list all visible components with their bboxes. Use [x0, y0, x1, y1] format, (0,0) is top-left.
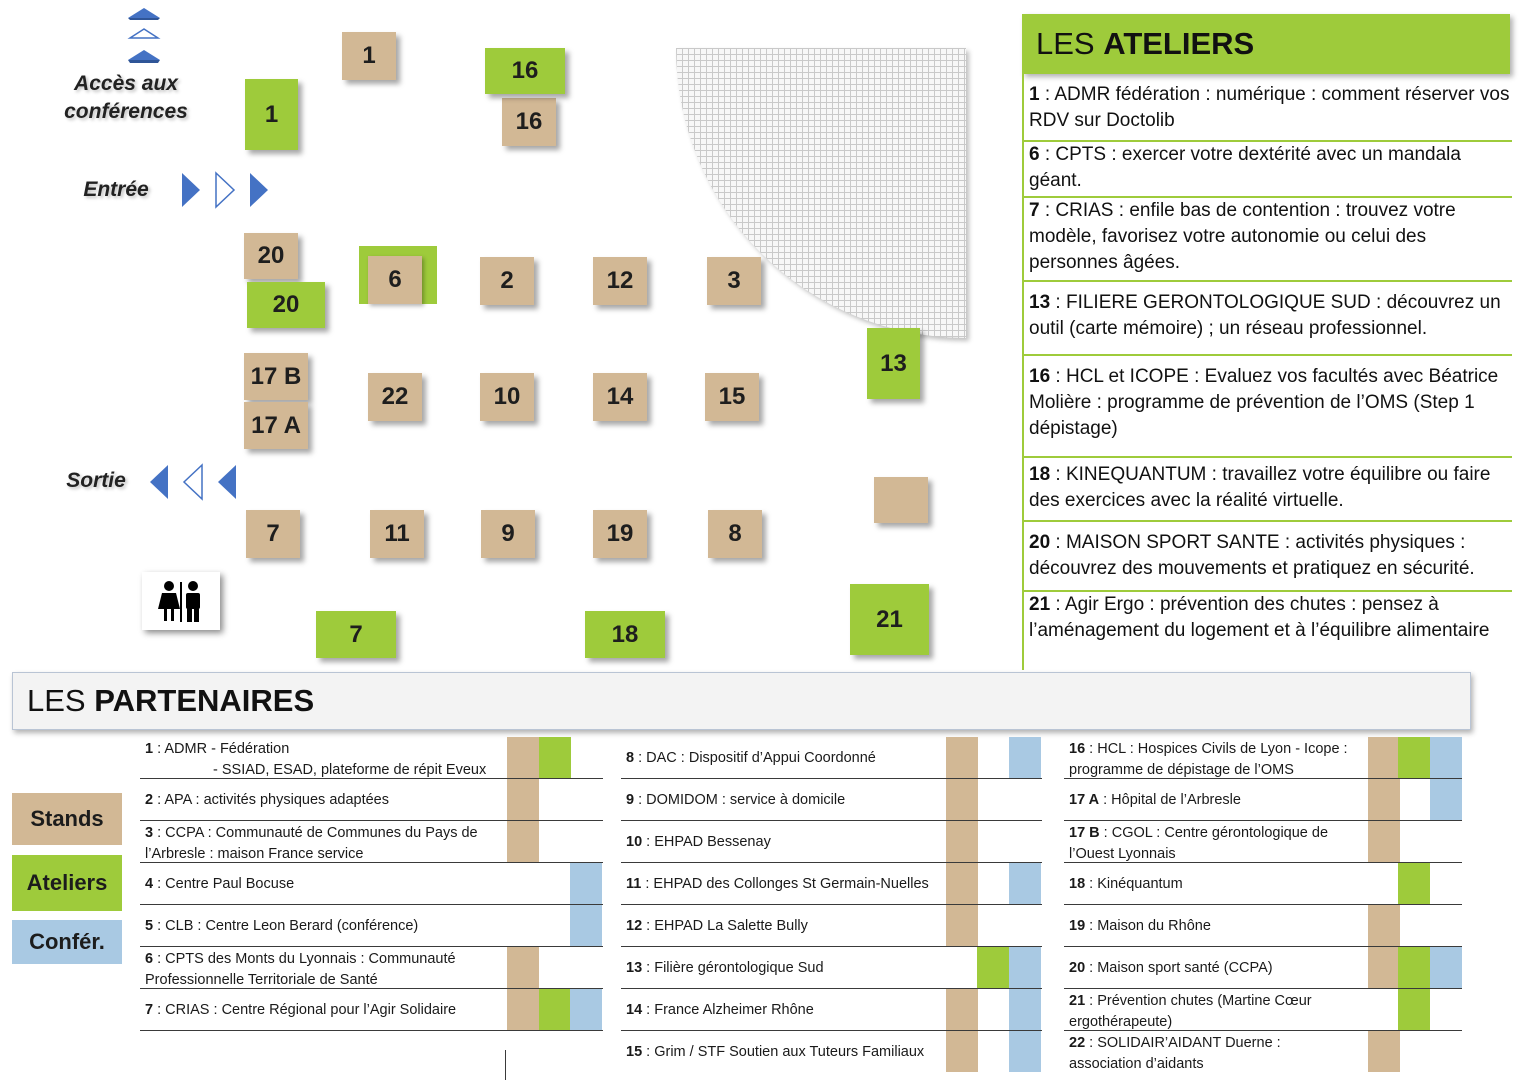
atelier-item — [1024, 198, 1512, 282]
partner-line1: : Prévention chutes (Martine Cœur — [1085, 993, 1312, 1009]
atelier-1[interactable]: 1 — [245, 79, 298, 150]
stand-marker — [507, 821, 539, 862]
atelier-marker — [1398, 947, 1430, 988]
atelier-marker — [539, 989, 571, 1030]
partner-num: 17 B — [1069, 825, 1100, 841]
partner-text — [145, 949, 456, 991]
partner-text — [1069, 739, 1348, 781]
entry-arrows-icon — [178, 170, 272, 210]
stand-6[interactable]: 6 — [368, 256, 422, 304]
partenaires-header — [12, 672, 1471, 730]
partner-text — [145, 823, 478, 865]
entree-label: Entrée — [83, 178, 149, 201]
atelier-18[interactable]: 18 — [585, 611, 665, 658]
partner-text — [626, 790, 845, 811]
partner-text — [1069, 991, 1312, 1033]
partner-row — [1064, 947, 1462, 989]
stand-15[interactable]: 15 — [705, 373, 759, 421]
partner-text — [145, 916, 418, 937]
conference-marker — [1009, 1031, 1041, 1072]
partner-row — [621, 947, 1042, 989]
partner-line1: : Maison du Rhône — [1085, 918, 1211, 934]
ateliers-header — [1022, 14, 1510, 74]
stand-marker — [507, 989, 539, 1030]
partner-num: 10 — [626, 834, 643, 850]
partner-text — [626, 958, 824, 979]
partner-row — [621, 1031, 1042, 1073]
conference-marker — [570, 905, 602, 946]
stand-marker — [1368, 737, 1400, 778]
stand-3[interactable]: 3 — [707, 257, 761, 305]
partner-num: 6 — [145, 951, 154, 967]
partner-text — [1069, 790, 1241, 811]
partner-line1: : Grim / STF Soutien aux Tuteurs Familiaux — [642, 1044, 925, 1060]
atelier-item-num: 1 — [1029, 84, 1040, 105]
partner-num: 2 — [145, 792, 154, 808]
partner-num: 1 — [145, 741, 154, 757]
stand-17a[interactable]: 17 A — [244, 402, 308, 449]
conference-marker — [570, 863, 602, 904]
stand-1[interactable]: 1 — [342, 32, 396, 80]
atelier-item — [1024, 592, 1512, 670]
stand-marker — [946, 905, 978, 946]
atelier-marker — [1398, 737, 1430, 778]
stand-marker — [946, 779, 978, 820]
atelier-item-num: 20 — [1029, 532, 1051, 553]
toilets-icon — [142, 572, 220, 630]
atelier-item-num: 6 — [1029, 144, 1040, 165]
conference-marker — [1430, 737, 1462, 778]
partner-row — [140, 863, 603, 905]
stand-11[interactable]: 11 — [370, 510, 424, 558]
partner-line1: : HCL : Hospices Civils de Lyon - Icope : — [1085, 741, 1348, 757]
partner-line1: : EHPAD La Salette Bully — [642, 918, 808, 934]
stand-7[interactable]: 7 — [246, 510, 300, 558]
partner-line2: Professionnelle Territoriale de Santé — [145, 972, 378, 988]
partner-line2: ergothérapeute) — [1069, 1014, 1173, 1030]
partner-row — [1064, 863, 1462, 905]
stand-marker — [946, 821, 978, 862]
stand-2[interactable]: 2 — [480, 257, 534, 305]
partner-line1: : CCPA : Communauté de Communes du Pays de — [153, 825, 478, 841]
atelier-marker — [1398, 989, 1430, 1030]
atelier-item — [1024, 458, 1512, 522]
partenaires-title-light: LES — [27, 683, 86, 718]
stand-9[interactable]: 9 — [481, 510, 535, 558]
atelier-item-text: : ADMR fédération : numérique : comment réserver vos RDV sur Doctolib — [1029, 84, 1510, 131]
partner-num: 12 — [626, 918, 643, 934]
partner-row — [621, 989, 1042, 1031]
partner-num: 14 — [626, 1002, 643, 1018]
partner-row — [140, 905, 603, 947]
partner-line1: : Hôpital de l’Arbresle — [1099, 792, 1241, 808]
atelier-item-num: 21 — [1029, 594, 1051, 615]
partner-row — [140, 737, 603, 779]
atelier-13[interactable]: 13 — [867, 328, 920, 399]
atelier-item-text: : CRIAS : enfile bas de contention : trouvez votre modèle, favorisez votre autonomie ou celui des personnes âgées. — [1029, 200, 1456, 273]
partner-text — [145, 739, 486, 781]
partner-line1: : CGOL : Centre gérontologique de — [1099, 825, 1329, 841]
stand-8[interactable]: 8 — [708, 510, 762, 558]
atelier-marker — [539, 737, 571, 778]
partner-num: 15 — [626, 1044, 643, 1060]
atelier-21[interactable]: 21 — [850, 584, 929, 655]
partner-text — [145, 874, 294, 895]
partner-num: 19 — [1069, 918, 1086, 934]
partner-num: 16 — [1069, 741, 1086, 757]
atelier-item — [1024, 142, 1512, 198]
partner-row — [1064, 779, 1462, 821]
atelier-item-text: : FILIERE GERONTOLOGIQUE SUD : découvrez un outil (carte mémoire) ; un réseau professionnel. — [1029, 292, 1501, 339]
conference-marker — [570, 989, 602, 1030]
conference-marker — [1430, 947, 1462, 988]
partner-line2: l’Arbresle : maison France service — [145, 846, 364, 862]
partner-text — [626, 1042, 924, 1063]
atelier-item — [1024, 356, 1512, 458]
stand-marker — [1368, 905, 1400, 946]
partner-row — [140, 821, 603, 863]
atelier-20[interactable]: 20 — [247, 282, 325, 328]
partner-text — [626, 916, 808, 937]
stand-16[interactable]: 16 — [502, 98, 556, 146]
conferences-access-label: Accès aux conférences — [64, 72, 188, 123]
partner-num: 13 — [626, 960, 643, 976]
sortie-label: Sortie — [66, 469, 126, 492]
partner-line2: - SSIAD, ESAD, plateforme de répit Eveux — [213, 762, 487, 778]
partner-line1: : CRIAS : Centre Régional pour l’Agir Solidaire — [153, 1002, 457, 1018]
stand-22[interactable]: 22 — [368, 373, 422, 421]
partner-num: 17 A — [1069, 792, 1100, 808]
atelier-item-text: : HCL et ICOPE : Evaluez vos facultés avec Béatrice Molière : programme de prévention de l’OMS (Step 1 dépistage) — [1029, 366, 1499, 439]
partner-text — [626, 1000, 814, 1021]
atelier-item-num: 7 — [1029, 200, 1040, 221]
stand-marker — [1368, 947, 1400, 988]
partner-text — [1069, 958, 1273, 979]
partner-row — [1064, 821, 1462, 863]
partner-num: 3 — [145, 825, 154, 841]
atelier-item-text: : Agir Ergo : prévention des chutes : pensez à l’aménagement du logement et à l’équilibre alimentaire — [1029, 594, 1490, 641]
atelier-item — [1024, 522, 1512, 592]
partner-text — [626, 748, 876, 769]
partner-row — [1064, 1031, 1462, 1073]
partner-line1: : Kinéquantum — [1085, 876, 1183, 892]
partner-text — [626, 832, 771, 853]
partner-text — [1069, 916, 1211, 937]
partner-line1: : CLB : Centre Leon Berard (conférence) — [153, 918, 419, 934]
up-arrows-icon — [124, 6, 164, 66]
partner-num: 18 — [1069, 876, 1086, 892]
partner-line1: : EHPAD Bessenay — [642, 834, 771, 850]
atelier-item-text: : CPTS : exercer votre dextérité avec un mandala géant. — [1029, 144, 1461, 191]
stand-marker — [1368, 1031, 1400, 1072]
stand-marker — [507, 947, 539, 988]
atelier-item-text: : MAISON SPORT SANTE : activités physiques : découvrez des mouvements et pratiquez en sécurité. — [1029, 532, 1475, 579]
legend-stands: Stands — [12, 793, 122, 845]
partner-line1: : France Alzheimer Rhône — [642, 1002, 814, 1018]
stand-marker — [946, 989, 978, 1030]
stand-marker — [507, 737, 539, 778]
partner-line2: programme de dépistage de l’OMS — [1069, 762, 1294, 778]
partner-num: 11 — [626, 876, 642, 892]
partner-row — [1064, 905, 1462, 947]
stand-marker — [507, 779, 539, 820]
stand-19[interactable]: 19 — [593, 510, 647, 558]
stand-17b[interactable]: 17 B — [244, 353, 308, 400]
partner-num: 5 — [145, 918, 154, 934]
atelier-item-text: : KINEQUANTUM : travaillez votre équilibre ou faire des exercices avec la réalité virtuelle. — [1029, 464, 1491, 511]
conference-marker — [1430, 779, 1462, 820]
stand-marker — [1368, 779, 1400, 820]
partner-line1: : ADMR - Fédération — [153, 741, 290, 757]
partner-row — [1064, 989, 1462, 1031]
partner-text — [145, 1000, 456, 1021]
partner-line1: : CPTS des Monts du Lyonnais : Communauté — [153, 951, 456, 967]
partner-num: 4 — [145, 876, 154, 892]
partner-num: 22 — [1069, 1035, 1086, 1051]
partner-num: 8 — [626, 750, 635, 766]
partner-row — [1064, 737, 1462, 779]
partner-row — [140, 989, 603, 1031]
stand-12[interactable]: 12 — [593, 257, 647, 305]
conference-marker — [1009, 737, 1041, 778]
atelier-marker — [1398, 863, 1430, 904]
partner-text — [1069, 823, 1328, 865]
stand-14[interactable]: 14 — [593, 373, 647, 421]
partner-line2: l’Ouest Lyonnais — [1069, 846, 1176, 862]
partner-num: 21 — [1069, 993, 1086, 1009]
partenaires-title-bold: PARTENAIRES — [94, 683, 315, 718]
partner-text — [1069, 874, 1183, 895]
partner-text — [626, 874, 929, 895]
partner-num: 9 — [626, 792, 635, 808]
ateliers-title-light: LES — [1036, 26, 1095, 61]
partner-row — [621, 863, 1042, 905]
stand-marker — [946, 737, 978, 778]
partner-line1: : Maison sport santé (CCPA) — [1085, 960, 1273, 976]
ateliers-list — [1022, 74, 1510, 670]
atelier-item-num: 16 — [1029, 366, 1051, 387]
partner-num: 7 — [145, 1002, 154, 1018]
partner-row — [140, 947, 603, 989]
stand-20[interactable]: 20 — [244, 233, 298, 279]
atelier-marker — [977, 947, 1009, 988]
stand-marker — [946, 1031, 978, 1072]
atelier-16[interactable]: 16 — [485, 48, 565, 94]
stand-marker — [1368, 821, 1400, 862]
conference-marker — [1009, 863, 1041, 904]
partner-line1: : DAC : Dispositif d’Appui Coordonné — [634, 750, 876, 766]
partner-line1: : DOMIDOM : service à domicile — [634, 792, 846, 808]
partner-line1: : Filière gérontologique Sud — [642, 960, 824, 976]
stand-marker — [946, 863, 978, 904]
partner-row — [140, 779, 603, 821]
atelier-item — [1024, 82, 1512, 142]
partner-row — [621, 905, 1042, 947]
partner-line1: : APA : activités physiques adaptées — [153, 792, 389, 808]
partner-text — [1069, 1033, 1281, 1075]
column-divider — [505, 1050, 506, 1080]
legend-conferences: Confér. — [12, 920, 122, 964]
legend-ateliers: Ateliers — [12, 855, 122, 911]
partner-line2: association d’aidants — [1069, 1056, 1204, 1072]
partner-line1: : EHPAD des Collonges St Germain-Nuelles — [641, 876, 929, 892]
ateliers-title-bold: ATELIERS — [1103, 26, 1255, 61]
stand-unnumbered[interactable] — [874, 477, 928, 523]
atelier-item — [1024, 282, 1512, 356]
exit-arrows-icon — [146, 462, 240, 502]
atelier-7[interactable]: 7 — [316, 611, 396, 658]
atelier-item-num: 13 — [1029, 292, 1051, 313]
partner-line1: : SOLIDAIR’AIDANT Duerne : — [1085, 1035, 1281, 1051]
partner-text — [145, 790, 389, 811]
partner-row — [621, 737, 1042, 779]
conference-marker — [1009, 989, 1041, 1030]
conference-marker — [1009, 947, 1041, 988]
partner-row — [621, 779, 1042, 821]
atelier-item-num: 18 — [1029, 464, 1051, 485]
partner-row — [621, 821, 1042, 863]
partner-line1: : Centre Paul Bocuse — [153, 876, 295, 892]
stand-10[interactable]: 10 — [480, 373, 534, 421]
partner-num: 20 — [1069, 960, 1086, 976]
